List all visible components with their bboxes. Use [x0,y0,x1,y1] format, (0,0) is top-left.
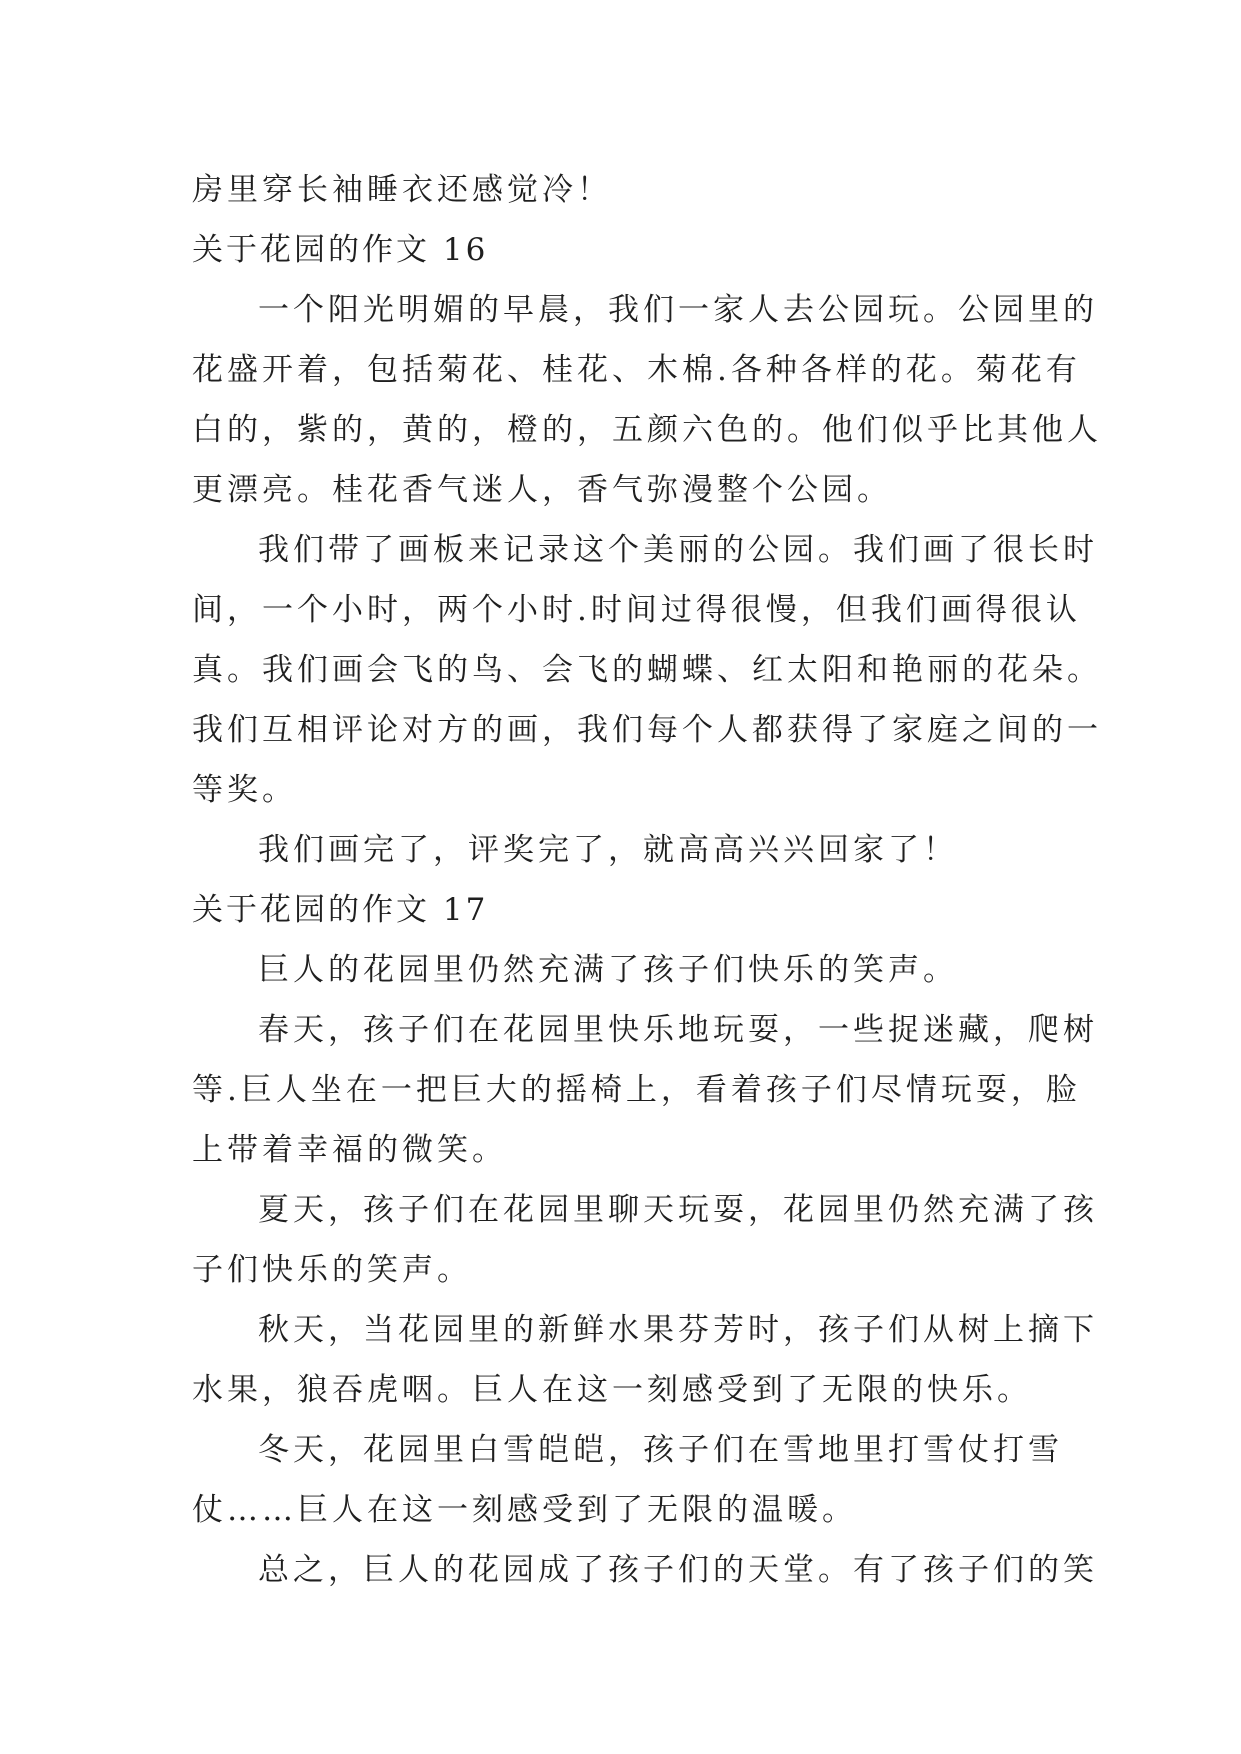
text-line: 子们快乐的笑声。 [192,1252,472,1288]
section-heading: 关于花园的作文 16 [192,232,489,268]
text-line: 我们带了画板来记录这个美丽的公园。我们画了很长时 [258,532,1098,568]
text-line: 总之，巨人的花园成了孩子们的天堂。有了孩子们的笑 [258,1552,1098,1588]
text-line: 我们画完了，评奖完了，就高高兴兴回家了！ [258,832,958,868]
text-line: 秋天，当花园里的新鲜水果芬芳时，孩子们从树上摘下 [258,1312,1098,1348]
text-line: 春天，孩子们在花园里快乐地玩耍，一些捉迷藏，爬树 [258,1012,1098,1048]
text-line: 仗……巨人在这一刻感受到了无限的温暖。 [192,1492,857,1528]
text-line: 房里穿长袖睡衣还感觉冷！ [192,172,612,208]
text-line: 间，一个小时，两个小时.时间过得很慢，但我们画得很认 [192,592,1081,628]
text-line: 花盛开着，包括菊花、桂花、木棉.各种各样的花。菊花有 [192,352,1081,388]
text-line: 冬天，花园里白雪皑皑，孩子们在雪地里打雪仗打雪 [258,1432,1063,1468]
text-line: 一个阳光明媚的早晨，我们一家人去公园玩。公园里的 [258,292,1098,328]
text-line: 夏天，孩子们在花园里聊天玩耍，花园里仍然充满了孩 [258,1192,1098,1228]
text-line: 等奖。 [192,772,297,808]
text-line: 上带着幸福的微笑。 [192,1132,507,1168]
text-line: 我们互相评论对方的画，我们每个人都获得了家庭之间的一 [192,712,1102,748]
text-line: 水果，狼吞虎咽。巨人在这一刻感受到了无限的快乐。 [192,1372,1032,1408]
text-line: 巨人的花园里仍然充满了孩子们快乐的笑声。 [258,952,958,988]
document-body [192,160,1102,1600]
text-line: 更漂亮。桂花香气迷人，香气弥漫整个公园。 [192,472,892,508]
section-heading: 关于花园的作文 17 [192,892,489,928]
text-line: 等.巨人坐在一把巨大的摇椅上，看着孩子们尽情玩耍，脸 [192,1072,1081,1108]
text-line: 真。我们画会飞的鸟、会飞的蝴蝶、红太阳和艳丽的花朵。 [192,652,1102,688]
text-line: 白的，紫的，黄的，橙的，五颜六色的。他们似乎比其他人 [192,412,1102,448]
